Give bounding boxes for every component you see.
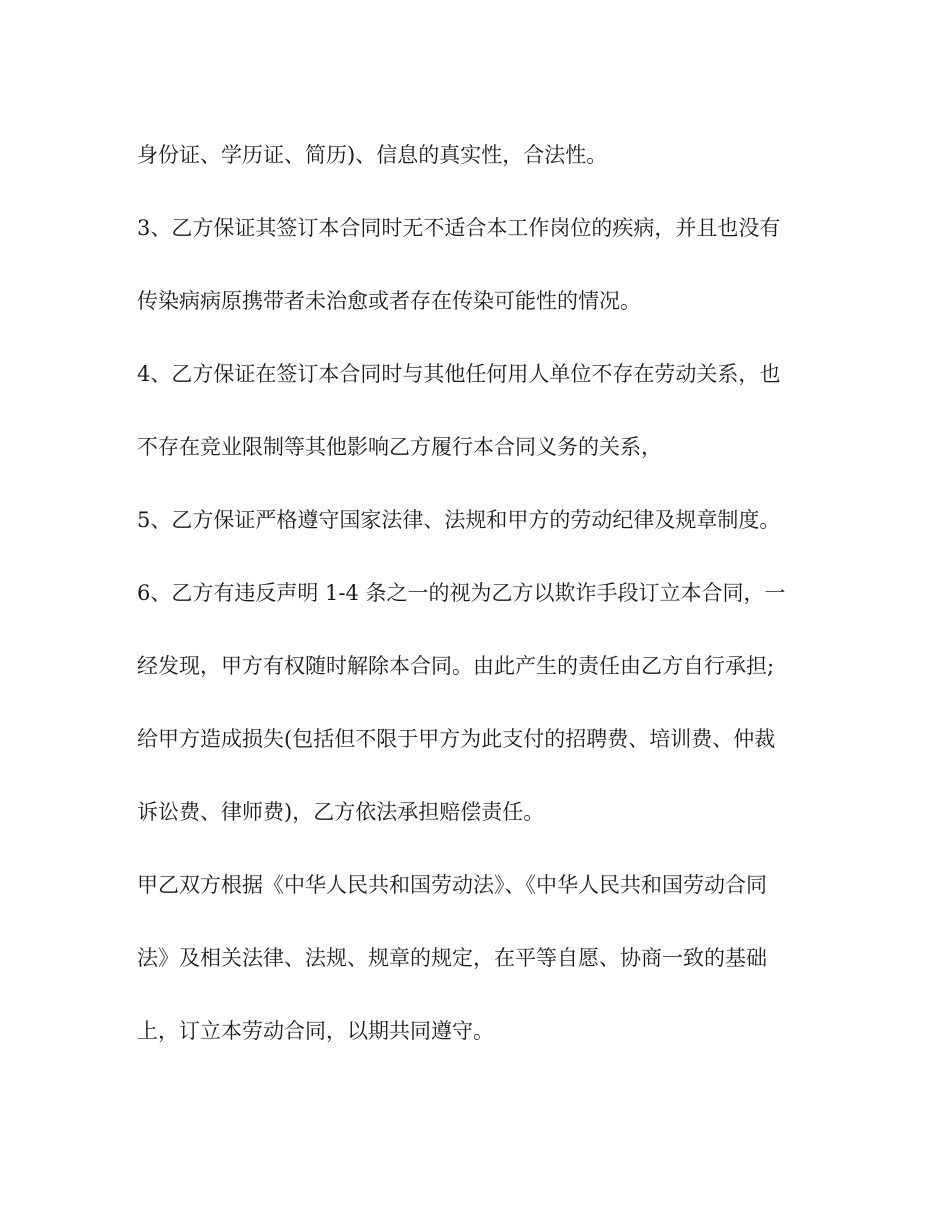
text-line: 不存在竞业限制等其他影响乙方履行本合同义务的关系， bbox=[137, 435, 662, 459]
text-line: 5、乙方保证严格遵守国家法律、法规和甲方的劳动纪律及规章制度。 bbox=[137, 508, 781, 532]
text-line: 给甲方造成损失(包括但不限于甲方为此支付的招聘费、培训费、仲裁 bbox=[137, 727, 776, 751]
text-line: 3、乙方保证其签订本合同时无不适合本工作岗位的疾病，并且也没有 bbox=[137, 216, 781, 240]
text-line: 6、乙方有违反声明 1-4 条之一的视为乙方以欺诈手段订立本合同，一 bbox=[137, 581, 786, 605]
text-line: 诉讼费、律师费)，乙方依法承担赔偿责任。 bbox=[137, 800, 545, 824]
text-line: 法》及相关法律、法规、规章的规定，在平等自愿、协商一致的基础 bbox=[137, 946, 767, 970]
text-line: 上，订立本劳动合同，以期共同遵守。 bbox=[137, 1019, 494, 1043]
text-line: 传染病病原携带者未治愈或者存在传染可能性的情况。 bbox=[137, 289, 641, 313]
text-line: 身份证、学历证、简历)、信息的真实性，合法性。 bbox=[137, 143, 608, 167]
text-line: 甲乙双方根据《中华人民共和国劳动法》、《中华人民共和国劳动合同 bbox=[137, 873, 767, 897]
text-line: 经发现，甲方有权随时解除本合同。由此产生的责任由乙方自行承担; bbox=[137, 654, 775, 678]
text-line: 4、乙方保证在签订本合同时与其他任何用人单位不存在劳动关系，也 bbox=[137, 362, 781, 386]
